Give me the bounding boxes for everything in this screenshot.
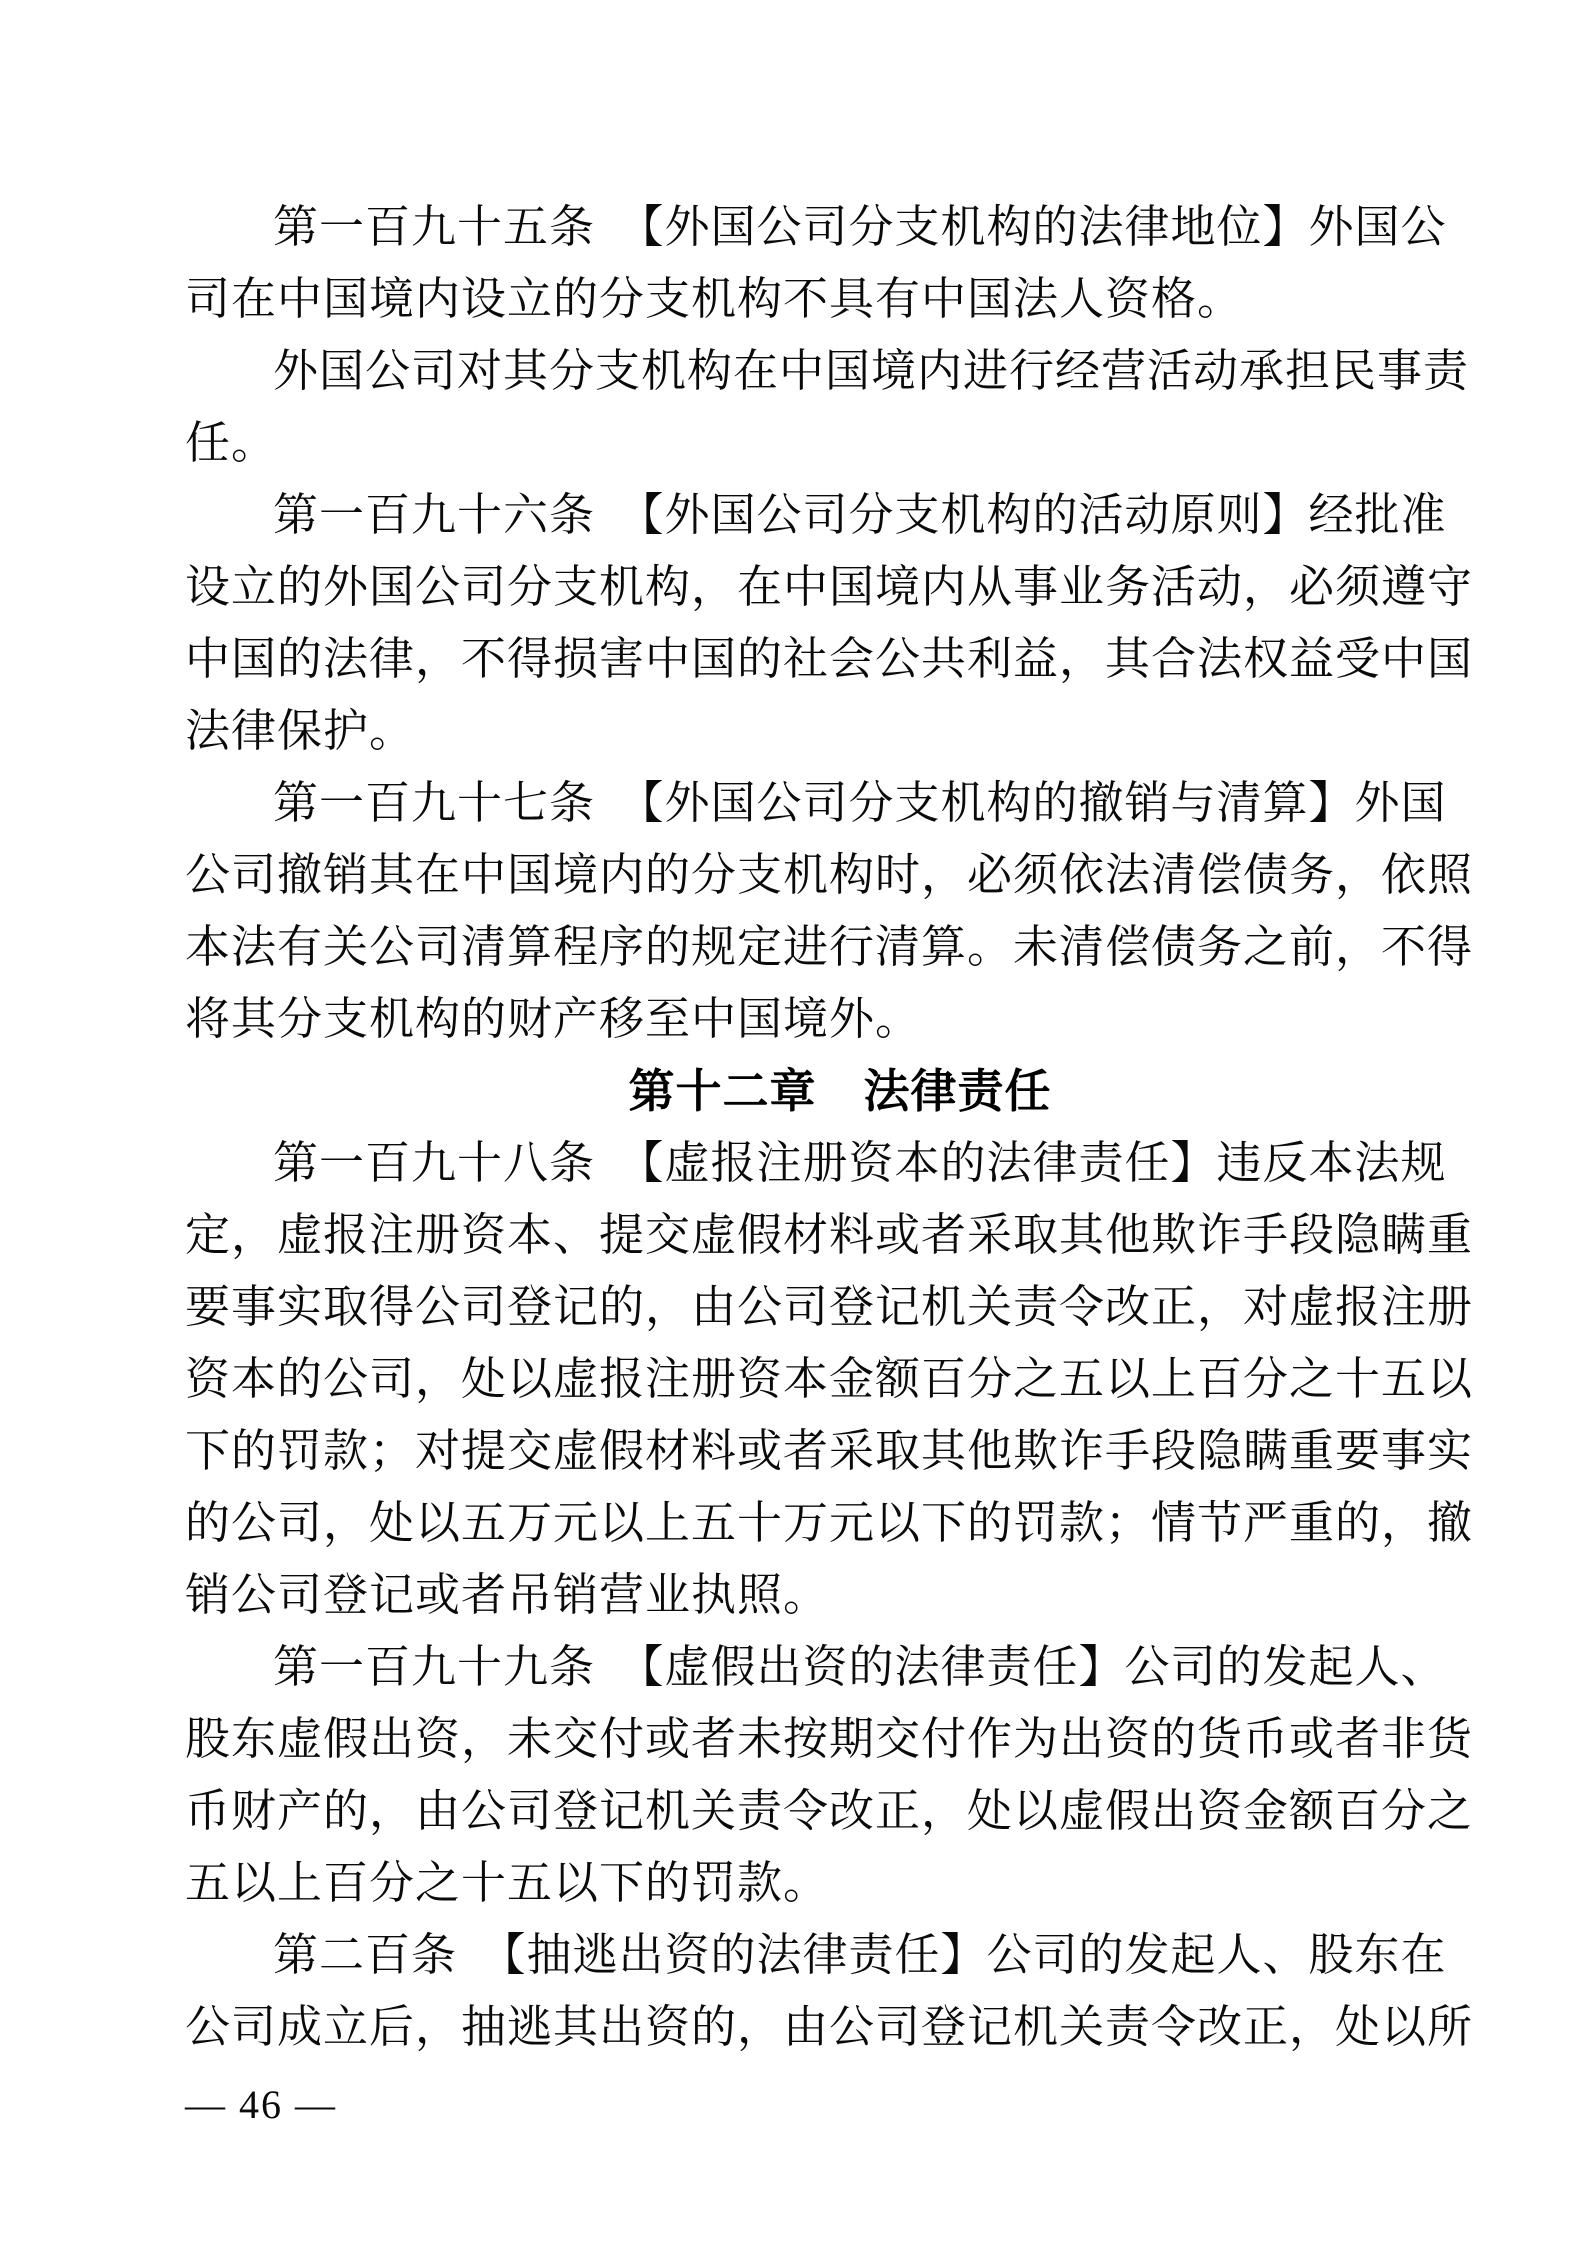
text-line: 第一百九十九条 【虚假出资的法律责任】公司的发起人、 [273,1642,1447,1692]
text-line: 公司成立后，抽逃其出资的，由公司登记机关责令改正，处以所 [185,2002,1474,2052]
text-line: 任。 [185,418,278,468]
page-number: — 46 — [185,2082,337,2127]
text-line: 设立的外国公司分支机构，在中国境内从事业务活动，必须遵守 [185,562,1474,612]
chapter-12-heading: 第十二章 法律责任 [628,1064,1052,1118]
text-line: 股东虚假出资，未交付或者未按期交付作为出资的货币或者非货 [185,1714,1474,1764]
text-line: 要事实取得公司登记的，由公司登记机关责令改正，对虚报注册 [185,1282,1474,1332]
text-line: 五以上百分之十五以下的罚款。 [185,1858,830,1908]
text-line: 资本的公司，处以虚报注册资本金额百分之五以上百分之十五以 [185,1354,1474,1404]
article-198-paragraph [185,1127,1495,1631]
text-line: 第一百九十八条 【虚报注册资本的法律责任】违反本法规 [273,1138,1447,1188]
text-line: 定，虚报注册资本、提交虚假材料或者采取其他欺诈手段隐瞒重 [185,1210,1474,1260]
article-195-paragraph-2 [185,335,1495,479]
text-line: 销公司登记或者吊销营业执照。 [185,1570,830,1620]
text-line: 外国公司对其分支机构在中国境内进行经营活动承担民事责 [273,346,1470,396]
text-line: 的公司，处以五万元以上五十万元以下的罚款；情节严重的，撤 [185,1498,1474,1548]
text-line: 法律保护。 [185,706,416,756]
text-line: 司在中国境内设立的分支机构不具有中国法人资格。 [185,274,1244,324]
text-line: 第一百九十七条 【外国公司分支机构的撤销与清算】外国 [273,778,1447,828]
article-195-paragraph-1 [185,191,1495,335]
text-line: 下的罚款；对提交虚假材料或者采取其他欺诈手段隐瞒重要事实 [185,1426,1474,1476]
text-line: 第二百条 【抽逃出资的法律责任】公司的发起人、股东在 [273,1930,1447,1980]
text-line: 将其分支机构的财产移至中国境外。 [185,994,922,1044]
article-199-paragraph [185,1631,1495,1919]
article-197-paragraph [185,767,1495,1055]
text-line: 第一百九十五条 【外国公司分支机构的法律地位】外国公 [273,202,1447,252]
text-line: 第一百九十六条 【外国公司分支机构的活动原则】经批准 [273,490,1447,540]
article-196-paragraph [185,479,1495,767]
article-200-paragraph [185,1919,1495,2063]
text-line: 本法有关公司清算程序的规定进行清算。未清偿债务之前，不得 [185,922,1474,972]
text-line: 中国的法律，不得损害中国的社会公共利益，其合法权益受中国 [185,634,1474,684]
text-line: 币财产的，由公司登记机关责令改正，处以虚假出资金额百分之 [185,1786,1474,1836]
text-line: 公司撤销其在中国境内的分支机构时，必须依法清偿债务，依照 [185,850,1474,900]
document-body [185,191,1495,2063]
